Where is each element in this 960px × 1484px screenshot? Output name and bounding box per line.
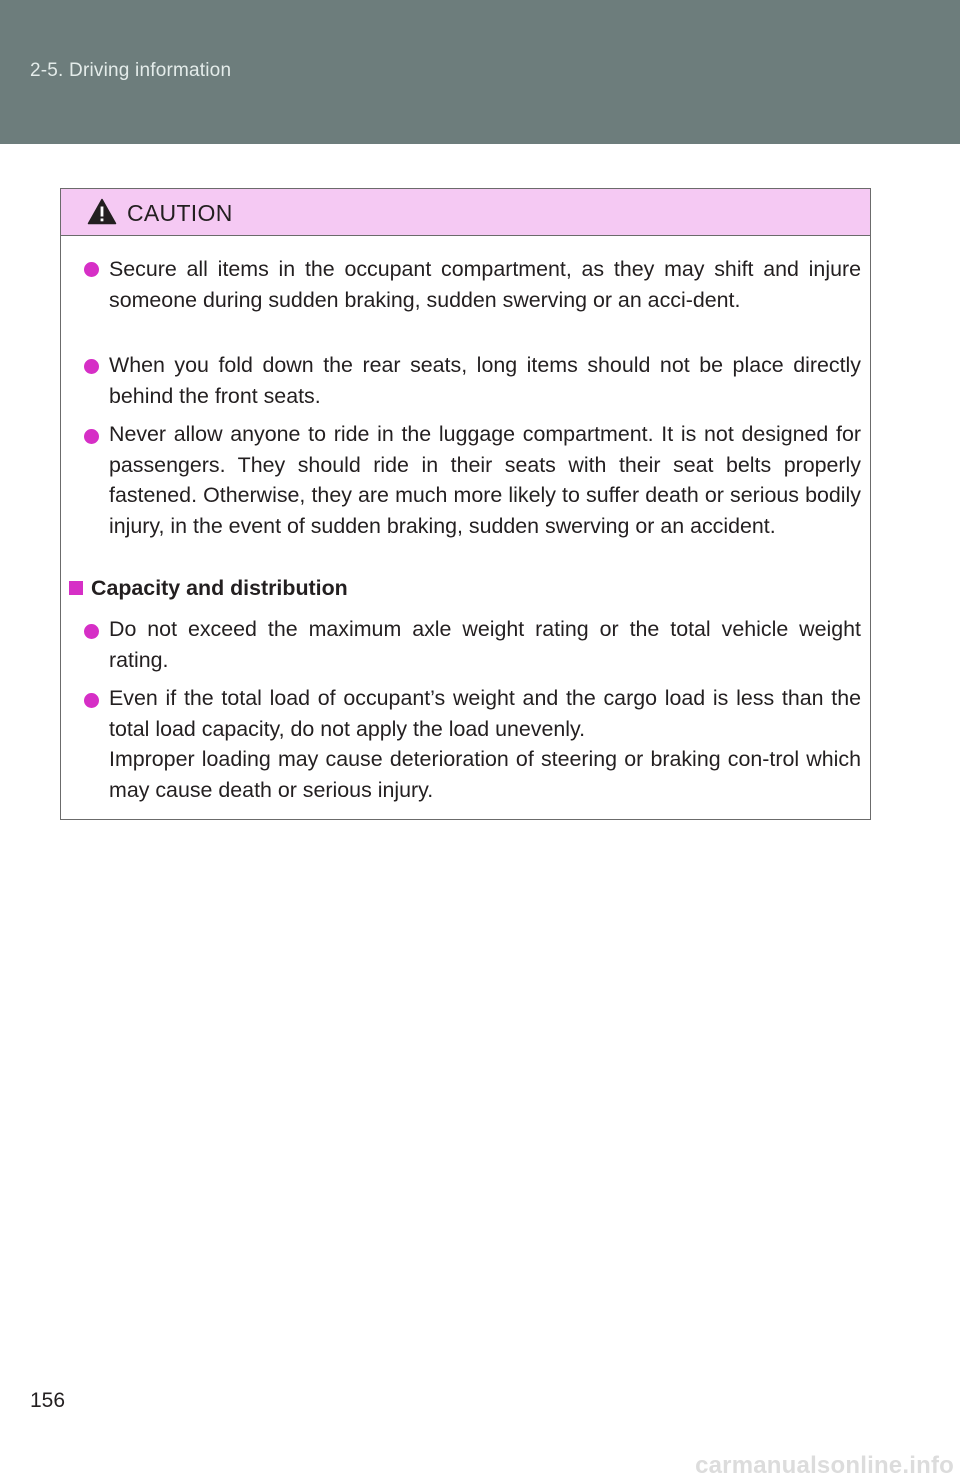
caution-item: Even if the total load of occupant’s weight and the cargo load is less than the total load capacity, do not apply the load unevenly. [109,686,861,741]
caution-title: CAUTION [127,200,233,226]
page-number: 156 [30,1389,66,1412]
warning-triangle-icon [87,198,117,225]
section-title: 2-5. Driving information [30,60,232,81]
caution-item-continuation: Improper loading may cause deterioration of steering or braking con-trol which may cause death or serious injury. [109,747,861,802]
caution-box [60,188,871,820]
bullet-icon [84,425,104,445]
caution-item: Never allow anyone to ride in the luggage compartment. It is not designed for passengers. They should ride in their seats with their seat belts properly fastened. Otherwise, they are much more likely to suffer death or serious bodily injury, in the event of sudden braking, sudden swerving or an accident. [109,422,861,538]
caution-item: Secure all items in the occupant compartment, as they may shift and injure someone during sudden braking, sudden swerving or an acci-dent. [109,257,861,312]
header-band [0,0,960,144]
caution-item: Do not exceed the maximum axle weight rating or the total vehicle weight rating. [109,617,861,672]
bullet-icon [84,620,104,640]
bullet-icon [84,689,104,709]
subsection-heading: Capacity and distribution [91,576,348,600]
caution-item: When you fold down the rear seats, long items should not be place directly behind the front seats. [109,353,861,408]
square-bullet-icon [69,581,83,595]
caution-header [61,189,870,236]
watermark: carmanualsonline.info [695,1452,954,1479]
bullet-icon [84,258,104,278]
bullet-icon [84,355,104,375]
